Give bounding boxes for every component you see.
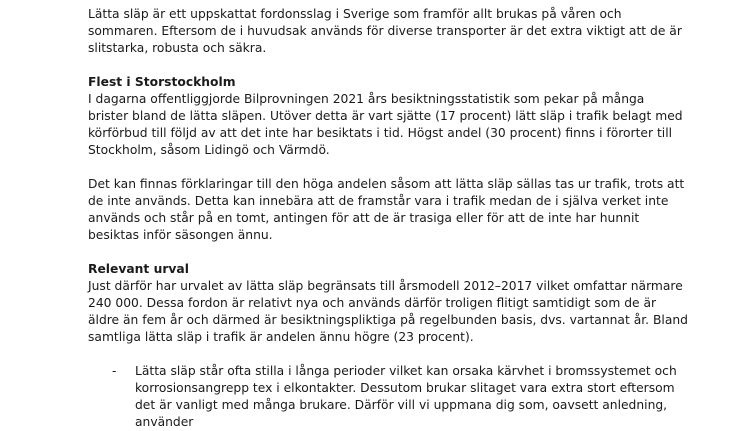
section2-paragraph-1: Just därför har urvalet av lätta släp begränsats till årsmodell 2012–2017 vilket omfattar närmare 240 000. Dessa fordon är relativt nya och används därför troligen flitigt samtidigt som de är äldre än fem år och därmed är besiktningspliktiga på regelbunden basis, dvs. vartannat år. Bland samtliga lätta släp i trafik är andelen ännu högre (23 procent). bbox=[88, 279, 688, 344]
intro-paragraph: Lätta släp är ett uppskattat fordonsslag i Sverige som framför allt brukas på våren och sommaren. Eftersom de i huvudsak används för diverse transporter är det extra viktigt att de är slitstarka, robusta och säkra. bbox=[88, 7, 682, 55]
list-item-text: Lätta släp står ofta stilla i långa perioder vilket kan orsaka kärvhet i bromssystemet och korrosionsangrepp tex i elkontakter. Dessutom brukar slitaget vara extra stort eftersom det är vanligt med många brukare. Därför vill vi uppmana dig som, oavsett anledning, använder bbox=[135, 364, 677, 429]
section1-paragraph-2: Det kan finnas förklaringar till den höga andelen såsom att lätta släp sällas tas ur trafik, trots att de inte används. Detta kan innebära att de framstår vara i trafik medan de i själva verket inte används och står på en tomt, antingen för att de är trasiga eller för att de inte har hunnit besiktas inför säsongen ännu. bbox=[88, 177, 685, 242]
bullet-marker: - bbox=[112, 364, 117, 378]
bullet-list bbox=[88, 363, 688, 431]
section-heading-flest-i-storstockholm: Flest i Storstockholm bbox=[88, 75, 236, 89]
list-item bbox=[88, 363, 688, 431]
section-heading-relevant-urval: Relevant urval bbox=[88, 262, 189, 276]
document-page bbox=[88, 6, 688, 431]
section1-paragraph-1: I dagarna offentliggjorde Bilprovningen 2021 års besiktningsstatistik som pekar på många brister bland de lätta släpen. Utöver detta är vart sjätte (17 procent) lätt släp i trafik belagt med körförbud till följd av att det inte har besiktats i tid. Högst andel (30 procent) finns i förorter till Stockholm, såsom Lidingö och Värmdö. bbox=[88, 92, 683, 157]
